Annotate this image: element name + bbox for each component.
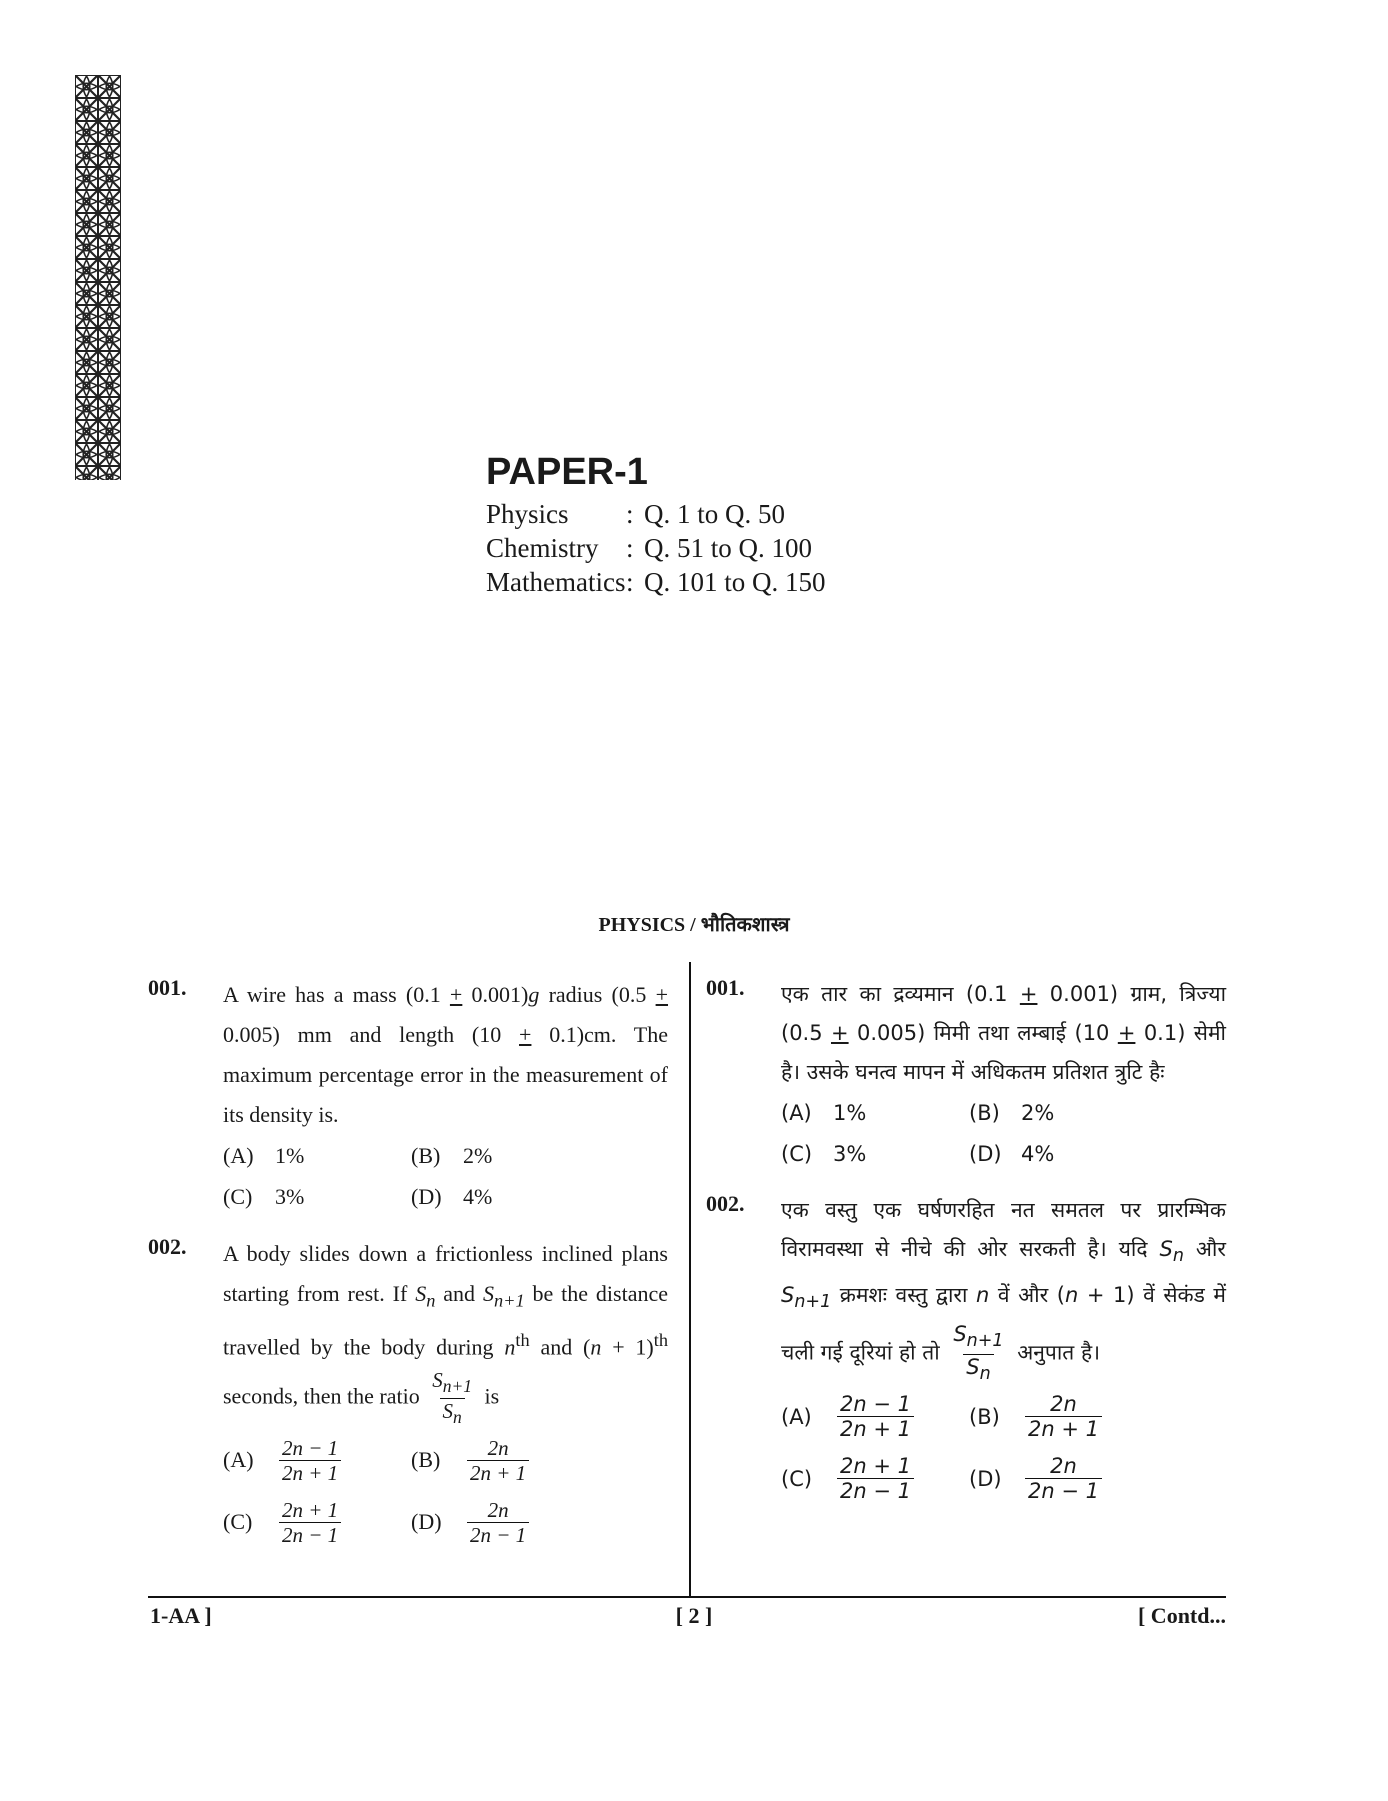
option-a[interactable]: (A) $\frac{2n - 1}{2n + 1}$ bbox=[781, 1386, 969, 1448]
question-001-hi bbox=[706, 975, 1226, 1174]
subject-range: Q. 1 to Q. 50 bbox=[644, 499, 785, 529]
option-c[interactable]: (C) 3% bbox=[781, 1141, 867, 1166]
paper-title: PAPER-1 bbox=[486, 451, 648, 493]
question-002-en bbox=[148, 1234, 668, 1553]
option-b[interactable]: (B) 2% bbox=[969, 1100, 1055, 1125]
option-a[interactable]: (A) $\frac{2n - 1}{2n + 1}$ bbox=[223, 1429, 411, 1491]
english-column bbox=[148, 975, 668, 1553]
paper-info bbox=[486, 449, 826, 599]
subject-name: Mathematics bbox=[486, 567, 626, 597]
footer-contd: [ Contd... bbox=[1137, 1603, 1226, 1628]
option-b[interactable]: (B) 2% bbox=[411, 1142, 493, 1168]
footer-code: 1-AA ] bbox=[150, 1603, 212, 1628]
options bbox=[781, 1092, 1226, 1174]
ratio-fraction: $\frac{S_{n+1}}{S_n}$ bbox=[953, 1322, 1004, 1384]
question-text: एक वस्तु एक घर्षणरहित नत समतल पर प्रारम्भिक विरामवस्था से नीचे की ओर सरकती है। यदि $S_n$ और $S_{n+1}$ क्रमशः वस्तु द्वारा n वें और (n + 1) वें सेकंड में चली गई दूरियां हो तो $\frac{S_{n+1}}{S_n}$ अनुपात है। bbox=[781, 1198, 1226, 1384]
option-c[interactable]: (C) $\frac{2n + 1}{2n - 1}$ bbox=[781, 1448, 969, 1510]
question-text: A body slides down a frictionless inclined plans starting from rest. If $S_n$ and $S_{n+1}$ be the distance travelled by the body during $n^{th}$ and $(n + 1)^{th}$ seconds, then the ratio $\frac{S_{n+1}}{S_n}$ is bbox=[223, 1241, 669, 1428]
question-001-en bbox=[148, 975, 668, 1217]
question-002-hi bbox=[706, 1191, 1226, 1510]
option-d[interactable]: (D) $\frac{2n}{2n - 1}$ bbox=[411, 1491, 601, 1553]
question-number: 001. bbox=[706, 975, 745, 1000]
column-divider bbox=[689, 962, 691, 1596]
option-c[interactable]: (C) 3% bbox=[223, 1183, 305, 1209]
subject-name: Chemistry bbox=[486, 533, 599, 563]
question-text: A wire has a mass (0.1 + 0.001)g radius (0.5 + 0.005) mm and length (10 + 0.1)cm. The maximum percentage error in the measurement of its density is. bbox=[223, 982, 669, 1127]
subject-range: Q. 101 to Q. 150 bbox=[644, 567, 826, 597]
subject-row: Chemistry : Q. 51 to Q. 100 bbox=[486, 533, 812, 563]
options bbox=[223, 1135, 668, 1217]
subject-row: Physics : Q. 1 to Q. 50 bbox=[486, 499, 785, 529]
page-number: [ 2 ] bbox=[675, 1603, 713, 1628]
option-d[interactable]: (D) 4% bbox=[969, 1141, 1055, 1166]
options bbox=[223, 1429, 668, 1553]
options bbox=[781, 1386, 1226, 1510]
option-a[interactable]: (A) 1% bbox=[223, 1142, 305, 1168]
option-a[interactable]: (A) 1% bbox=[781, 1100, 867, 1125]
subject-row: Mathematics : Q. 101 to Q. 150 bbox=[486, 567, 826, 597]
option-c[interactable]: (C) $\frac{2n + 1}{2n - 1}$ bbox=[223, 1491, 411, 1553]
hindi-column bbox=[706, 975, 1226, 1510]
question-number: 001. bbox=[148, 975, 187, 1000]
option-b[interactable]: (B) $\frac{2n}{2n + 1}$ bbox=[411, 1429, 601, 1491]
question-number: 002. bbox=[706, 1191, 745, 1216]
subject-name: Physics bbox=[486, 499, 569, 529]
subject-range: Q. 51 to Q. 100 bbox=[644, 533, 812, 563]
option-d[interactable]: (D) 4% bbox=[411, 1183, 493, 1209]
question-number: 002. bbox=[148, 1234, 187, 1259]
footer-rule bbox=[148, 1596, 1226, 1598]
option-d[interactable]: (D) $\frac{2n}{2n - 1}$ bbox=[969, 1448, 1159, 1510]
ratio-fraction: $\frac{S_{n+1}}{S_n}$ bbox=[432, 1367, 473, 1428]
section-title: PHYSICS / भौतिकशास्त्र bbox=[598, 914, 790, 936]
question-text: एक तार का द्रव्यमान (0.1 + 0.001) ग्राम, त्रिज्या (0.5 + 0.005) मिमी तथा लम्बाई (10 + 0.1) सेमी है। उसके घनत्व मापन में अधिकतम प्रतिशत त्रुटि हैः bbox=[781, 982, 1227, 1084]
option-b[interactable]: (B) $\frac{2n}{2n + 1}$ bbox=[969, 1386, 1159, 1448]
decorative-pattern-strip bbox=[75, 75, 121, 480]
